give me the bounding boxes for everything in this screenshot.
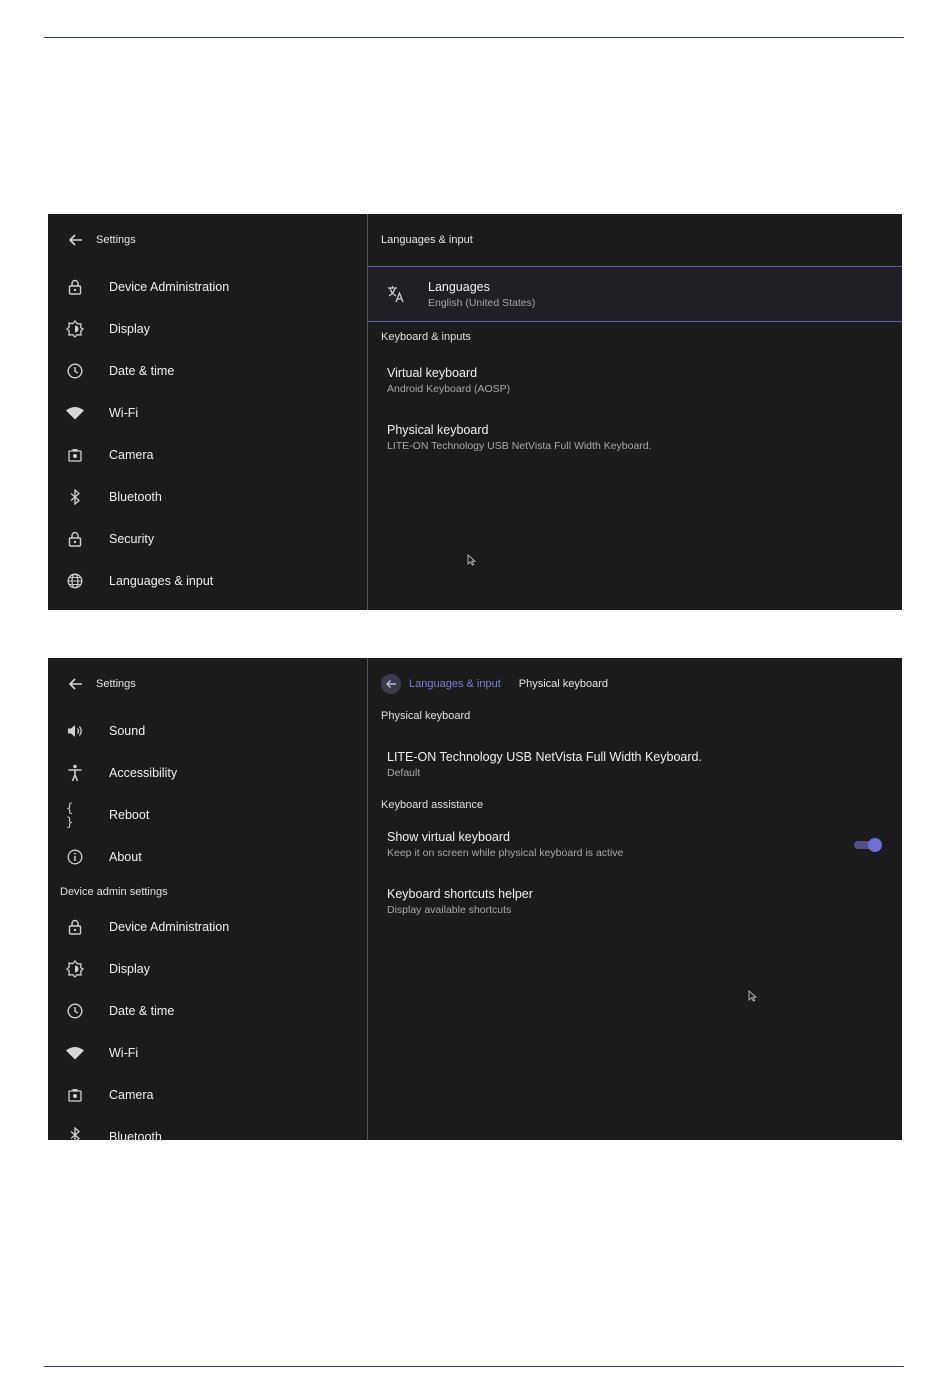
virtual-keyboard-row[interactable] bbox=[368, 352, 902, 409]
sidebar-item-about[interactable] bbox=[48, 836, 367, 878]
sidebar-item-sound[interactable] bbox=[48, 710, 367, 752]
lock-icon bbox=[66, 530, 84, 548]
sidebar-item-languages-input[interactable] bbox=[48, 560, 367, 602]
keyboard-device-subtitle: Default bbox=[387, 766, 421, 779]
back-arrow-icon[interactable] bbox=[68, 676, 84, 692]
sidebar-item-label: Security bbox=[109, 532, 155, 546]
sidebar-item-label: Wi-Fi bbox=[109, 1046, 139, 1060]
section-keyboard-assistance: Keyboard assistance bbox=[381, 799, 484, 811]
settings-sidebar bbox=[48, 658, 368, 1140]
settings-sidebar bbox=[48, 214, 368, 610]
sidebar-item-label: Device Administration bbox=[109, 920, 230, 934]
sidebar-item-label: Display bbox=[109, 322, 150, 336]
brightness-icon bbox=[66, 320, 84, 338]
sidebar-item-security[interactable] bbox=[48, 518, 367, 560]
screenshot-physical-keyboard bbox=[48, 658, 902, 1140]
sidebar-item-accessibility[interactable] bbox=[48, 752, 367, 794]
virtual-keyboard-subtitle: Android Keyboard (AOSP) bbox=[387, 383, 511, 395]
sidebar-item-bluetooth[interactable] bbox=[48, 1116, 367, 1140]
sidebar-item-display[interactable] bbox=[48, 948, 367, 990]
sidebar-item-camera[interactable] bbox=[48, 1074, 367, 1116]
breadcrumb-parent-link[interactable]: Languages & input bbox=[409, 678, 501, 690]
camera-icon bbox=[66, 1086, 84, 1104]
keyboard-shortcuts-helper-row[interactable] bbox=[368, 873, 902, 930]
sidebar-item-label: Display bbox=[109, 962, 150, 976]
lock-icon bbox=[66, 278, 84, 296]
sidebar-item-display[interactable] bbox=[48, 308, 367, 350]
sidebar-item-reboot[interactable] bbox=[48, 794, 367, 836]
keyboard-device-row[interactable] bbox=[368, 734, 902, 794]
sidebar-title: Settings bbox=[96, 678, 136, 690]
section-device-admin-settings: Device admin settings bbox=[60, 886, 168, 898]
braces-icon: { } bbox=[66, 801, 74, 829]
sidebar-item-label: Date & time bbox=[109, 364, 175, 378]
sidebar-item-label: Camera bbox=[109, 1088, 154, 1102]
virtual-keyboard-title: Virtual keyboard bbox=[387, 366, 478, 380]
volume-icon bbox=[66, 722, 84, 740]
sidebar-item-label: Accessibility bbox=[109, 766, 178, 780]
sidebar-item-label: About bbox=[109, 850, 142, 864]
screenshot-languages-input bbox=[48, 214, 902, 610]
translate-icon bbox=[386, 284, 406, 304]
camera-icon bbox=[66, 446, 84, 464]
sidebar-item-camera[interactable] bbox=[48, 434, 367, 476]
show-virtual-keyboard-subtitle: Keep it on screen while physical keyboard is active bbox=[387, 847, 624, 859]
keyboard-shortcuts-subtitle: Display available shortcuts bbox=[387, 904, 512, 916]
sidebar-header bbox=[48, 658, 367, 710]
sidebar-item-label: Languages & input bbox=[109, 574, 214, 588]
toggle-knob bbox=[868, 838, 882, 852]
sidebar-item-wifi[interactable] bbox=[48, 392, 367, 434]
sidebar-item-label: Date & time bbox=[109, 1004, 175, 1018]
info-icon bbox=[66, 848, 84, 866]
mouse-cursor-icon bbox=[748, 989, 758, 1001]
sidebar-item-date-time[interactable] bbox=[48, 990, 367, 1032]
physical-keyboard-subtitle: LITE-ON Technology USB NetVista Full Width Keyboard. bbox=[387, 440, 652, 452]
show-virtual-keyboard-title: Show virtual keyboard bbox=[387, 830, 510, 844]
sidebar-item-label: Sound bbox=[109, 724, 146, 738]
section-physical-keyboard: Physical keyboard bbox=[381, 710, 471, 722]
sidebar-item-label: Bluetooth bbox=[109, 1130, 162, 1140]
physical-keyboard-row[interactable] bbox=[368, 409, 902, 466]
sidebar-item-label: Reboot bbox=[109, 808, 150, 822]
bluetooth-icon bbox=[66, 488, 84, 506]
languages-input-pane bbox=[368, 214, 902, 610]
languages-row[interactable] bbox=[368, 266, 902, 322]
wifi-icon bbox=[66, 1044, 84, 1062]
bluetooth-icon bbox=[66, 1126, 84, 1140]
sidebar-item-device-administration[interactable] bbox=[48, 266, 367, 308]
brightness-icon bbox=[66, 960, 84, 978]
keyboard-device-title: LITE-ON Technology USB NetVista Full Width Keyboard. bbox=[387, 749, 702, 764]
section-keyboard-inputs: Keyboard & inputs bbox=[381, 331, 471, 343]
sidebar-item-label: Wi-Fi bbox=[109, 406, 139, 420]
breadcrumb-current: Physical keyboard bbox=[518, 678, 609, 690]
pane-title: Languages & input bbox=[381, 234, 473, 246]
wifi-icon bbox=[66, 404, 84, 422]
keyboard-shortcuts-title: Keyboard shortcuts helper bbox=[387, 887, 533, 901]
mouse-cursor-icon bbox=[467, 553, 477, 565]
physical-keyboard-pane bbox=[368, 658, 902, 1140]
clock-icon bbox=[66, 1002, 84, 1020]
sidebar-title: Settings bbox=[96, 234, 136, 246]
sidebar-item-label: Device Administration bbox=[109, 280, 230, 294]
top-rule bbox=[44, 37, 904, 38]
globe-icon bbox=[66, 572, 84, 590]
back-arrow-icon[interactable] bbox=[381, 674, 401, 694]
sidebar-item-bluetooth[interactable] bbox=[48, 476, 367, 518]
show-virtual-keyboard-toggle[interactable] bbox=[854, 838, 882, 852]
sidebar-item-label: Camera bbox=[109, 448, 154, 462]
clock-icon bbox=[66, 362, 84, 380]
languages-title: Languages bbox=[428, 279, 490, 294]
back-arrow-icon[interactable] bbox=[68, 232, 84, 248]
bottom-rule bbox=[44, 1366, 904, 1367]
show-virtual-keyboard-row[interactable] bbox=[368, 816, 902, 873]
languages-subtitle: English (United States) bbox=[428, 296, 536, 309]
sidebar-item-label: Bluetooth bbox=[109, 490, 162, 504]
accessibility-icon bbox=[66, 764, 84, 782]
sidebar-item-wifi[interactable] bbox=[48, 1032, 367, 1074]
breadcrumb bbox=[368, 658, 902, 710]
sidebar-item-date-time[interactable] bbox=[48, 350, 367, 392]
lock-icon bbox=[66, 918, 84, 936]
physical-keyboard-title: Physical keyboard bbox=[387, 423, 489, 437]
sidebar-header bbox=[48, 214, 367, 266]
sidebar-item-device-administration[interactable] bbox=[48, 906, 367, 948]
